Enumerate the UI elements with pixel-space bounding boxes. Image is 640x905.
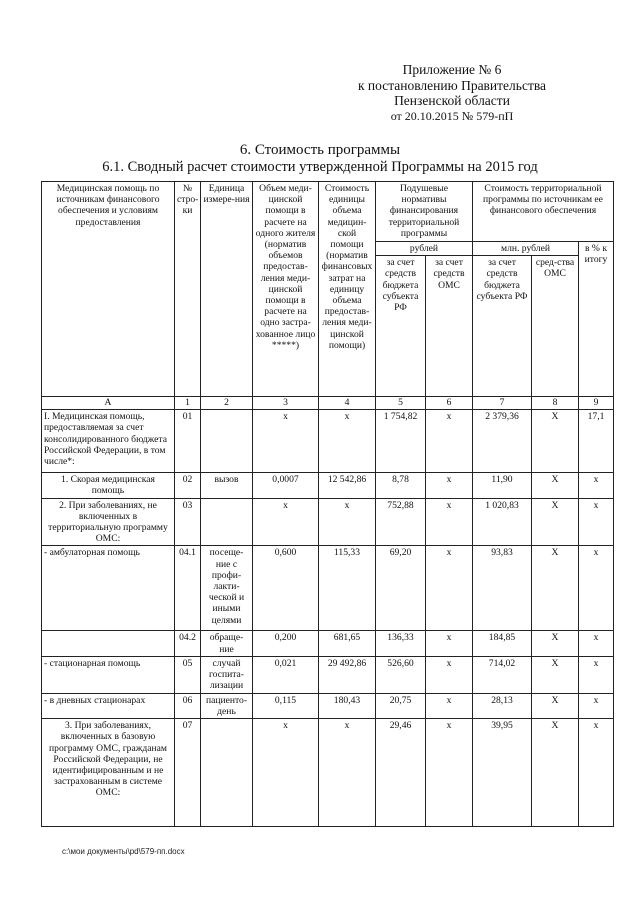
row-unit <box>201 498 253 546</box>
row-name: 2. При заболеваниях, не включенных в территориальную программу ОМС: <box>42 498 175 546</box>
header-volume: Объем меди-цинской помощи в расчете на одного жителя (норматив объемов предостав-ления меди-цинской помощи в расчете на одно застра-хованное лицо *****) <box>253 182 319 397</box>
file-path-footer: c:\мои документы\pd\579-пп.docx <box>62 847 185 856</box>
row-unit: вызов <box>201 473 253 498</box>
row-pc-oms: х <box>426 719 473 827</box>
row-unit-cost: х <box>319 719 376 827</box>
index-cell: 4 <box>319 397 376 410</box>
row-number: 03 <box>175 498 201 546</box>
row-volume: 0,115 <box>253 693 319 718</box>
index-cell: 1 <box>175 397 201 410</box>
index-cell: 7 <box>473 397 532 410</box>
row-unit <box>201 719 253 827</box>
row-pc-oms: х <box>426 410 473 473</box>
row-percent: 17,1 <box>579 410 614 473</box>
row-pc-oms: х <box>426 693 473 718</box>
header-row-number: № стро-ки <box>175 182 201 397</box>
row-unit: обраще-ние <box>201 631 253 656</box>
row-percent: х <box>579 719 614 827</box>
row-unit-cost: 12 542,86 <box>319 473 376 498</box>
row-pc-budget: 8,78 <box>376 473 426 498</box>
row-pc-budget: 1 754,82 <box>376 410 426 473</box>
row-name: - в дневных стационарах <box>42 693 175 718</box>
row-unit <box>201 410 253 473</box>
row-volume: 0,600 <box>253 546 319 631</box>
row-total-budget: 1 020,83 <box>473 498 532 546</box>
row-name: - амбулаторная помощь <box>42 546 175 631</box>
document-titles <box>0 142 640 176</box>
index-cell: 5 <box>376 397 426 410</box>
row-volume: 0,0007 <box>253 473 319 498</box>
header-care-type: Медицинская помощь по источникам финансового обеспечения и условиям предоставления <box>42 182 175 397</box>
row-unit-cost: 29 492,86 <box>319 656 376 693</box>
index-cell: 2 <box>201 397 253 410</box>
table-row <box>42 631 614 656</box>
table-row <box>42 693 614 718</box>
row-volume: х <box>253 498 319 546</box>
row-number: 01 <box>175 410 201 473</box>
row-unit-cost: 180,43 <box>319 693 376 718</box>
header-unit: Единица измере-ния <box>201 182 253 397</box>
row-number: 05 <box>175 656 201 693</box>
row-unit-cost: 681,65 <box>319 631 376 656</box>
section-title: 6. Стоимость программы <box>239 142 401 158</box>
row-total-oms: Х <box>532 410 579 473</box>
appendix-header <box>312 62 592 124</box>
header-unit-pct: в % к итогу <box>579 242 614 397</box>
row-unit: пациенто-день <box>201 693 253 718</box>
table-row <box>42 410 614 473</box>
row-volume: х <box>253 719 319 827</box>
row-total-oms: Х <box>532 473 579 498</box>
index-cell: 3 <box>253 397 319 410</box>
header-unit-mln: млн. рублей <box>473 242 579 256</box>
row-total-budget: 28,13 <box>473 693 532 718</box>
table-row <box>42 473 614 498</box>
header-sub-budget: за счет средств бюджета субъекта РФ <box>376 256 426 397</box>
row-total-budget: 2 379,36 <box>473 410 532 473</box>
row-total-oms: Х <box>532 656 579 693</box>
appendix-ref-line: к постановлению Правительства <box>357 77 547 93</box>
row-total-oms: Х <box>532 546 579 631</box>
row-pc-oms: х <box>426 546 473 631</box>
index-row <box>42 397 614 410</box>
row-pc-oms: х <box>426 631 473 656</box>
row-total-oms: Х <box>532 498 579 546</box>
header-unit-cost: Стоимость единицы объема медицин-ской помощи (норматив финансовых затрат на единицу объема предостав-ления меди-цинской помощи) <box>319 182 376 397</box>
row-total-budget: 184,85 <box>473 631 532 656</box>
row-pc-budget: 69,20 <box>376 546 426 631</box>
table-row <box>42 546 614 631</box>
row-number: 04.2 <box>175 631 201 656</box>
header-sub-oms-total: сред-ства ОМС <box>532 256 579 397</box>
row-number: 04.1 <box>175 546 201 631</box>
header-per-capita: Подушевые нормативы финансирования территориальной программы <box>376 182 473 242</box>
row-pc-budget: 526,60 <box>376 656 426 693</box>
row-name: 1. Скорая медицинская помощь <box>42 473 175 498</box>
header-sub-oms: за счет средств ОМС <box>426 256 473 397</box>
row-volume: 0,200 <box>253 631 319 656</box>
appendix-region: Пензенской области <box>394 93 510 108</box>
row-percent: х <box>579 498 614 546</box>
header-program-cost: Стоимость территориальной программы по источникам ее финансового обеспечения <box>473 182 614 242</box>
row-pc-budget: 136,33 <box>376 631 426 656</box>
row-pc-budget: 20,75 <box>376 693 426 718</box>
row-unit-cost: х <box>319 498 376 546</box>
row-pc-oms: х <box>426 473 473 498</box>
header-sub-budget-total: за счет средств бюджета субъекта РФ <box>473 256 532 397</box>
row-name: - стационарная помощь <box>42 656 175 693</box>
row-pc-oms: х <box>426 656 473 693</box>
table-row <box>42 719 614 827</box>
row-total-budget: 93,83 <box>473 546 532 631</box>
index-cell: А <box>42 397 175 410</box>
row-total-oms: Х <box>532 631 579 656</box>
header-unit-rub: рублей <box>376 242 473 256</box>
appendix-number: Приложение № 6 <box>402 62 502 77</box>
row-pc-oms: х <box>426 498 473 546</box>
row-volume: 0,021 <box>253 656 319 693</box>
subsection-title: 6.1. Сводный расчет стоимости утвержденной Программы на 2015 год <box>102 159 538 175</box>
row-percent: х <box>579 546 614 631</box>
row-unit-cost: 115,33 <box>319 546 376 631</box>
row-name <box>42 631 175 656</box>
row-total-budget: 714,02 <box>473 656 532 693</box>
row-total-oms: Х <box>532 719 579 827</box>
row-unit-cost: х <box>319 410 376 473</box>
header-row-1 <box>42 182 614 242</box>
row-pc-budget: 29,46 <box>376 719 426 827</box>
table-row <box>42 656 614 693</box>
row-name: 3. При заболеваниях, включенных в базовую программу ОМС, гражданам Российской Федерации, не идентифицированным и не застрахованным в системе ОМС: <box>42 719 175 827</box>
row-percent: х <box>579 473 614 498</box>
row-number: 07 <box>175 719 201 827</box>
index-cell: 6 <box>426 397 473 410</box>
index-cell: 8 <box>532 397 579 410</box>
row-pc-budget: 752,88 <box>376 498 426 546</box>
program-cost-table <box>41 181 614 827</box>
row-number: 06 <box>175 693 201 718</box>
index-cell: 9 <box>579 397 614 410</box>
row-name: I. Медицинская помощь, предоставляемая за счет консолидированного бюджета Российской Федерации, в том числе*: <box>42 410 175 473</box>
row-total-oms: Х <box>532 693 579 718</box>
row-unit: посеще-ние с профи-лакти-ческой и иными целями <box>201 546 253 631</box>
appendix-date: от 20.10.2015 № 579-пП <box>390 108 514 123</box>
table-row <box>42 498 614 546</box>
row-percent: х <box>579 693 614 718</box>
row-percent: х <box>579 631 614 656</box>
row-volume: х <box>253 410 319 473</box>
row-unit: случай госпита-лизации <box>201 656 253 693</box>
row-number: 02 <box>175 473 201 498</box>
row-total-budget: 11,90 <box>473 473 532 498</box>
row-percent: х <box>579 656 614 693</box>
row-total-budget: 39,95 <box>473 719 532 827</box>
